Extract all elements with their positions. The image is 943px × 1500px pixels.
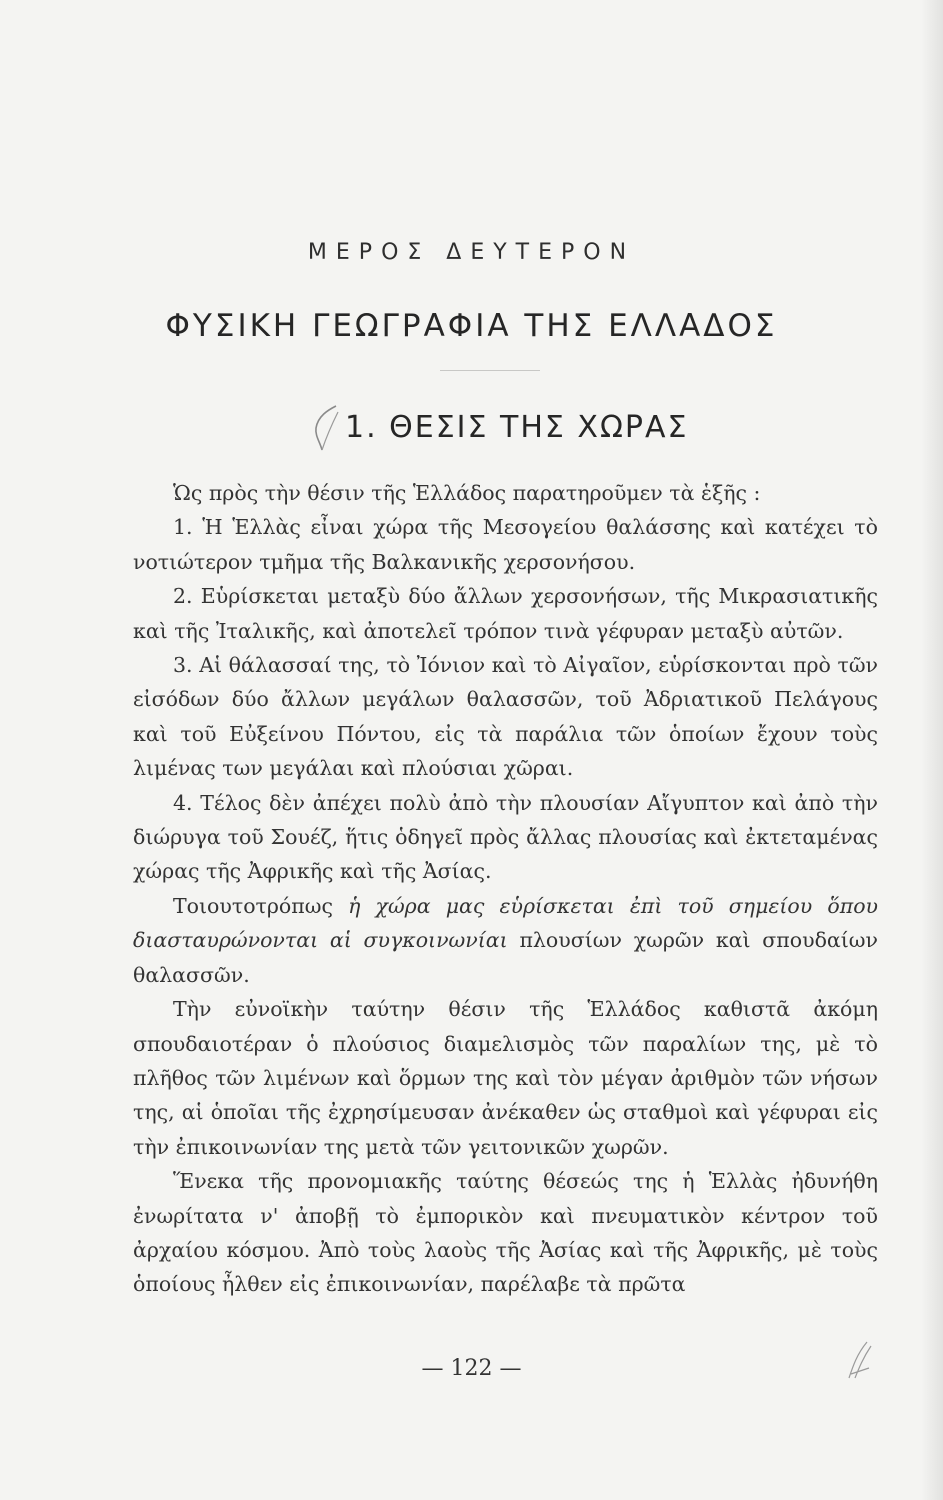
body-text xyxy=(133,476,878,1302)
page-gutter-shadow xyxy=(921,0,943,1500)
title-divider xyxy=(440,370,540,371)
paragraph-point-1: 1. Ἡ Ἑλλὰς εἶναι χώρα τῆς Μεσογείου θαλάσσης καὶ κατέχει τὸ νοτιώτερον τμῆμα τῆς Βαλκανικῆς χερσονήσου. xyxy=(133,515,878,574)
section-title: 1. ΘΕΣΙΣ ΤΗΣ ΧΩΡΑΣ xyxy=(345,410,689,445)
paragraph-point-2: 2. Εὑρίσκεται μεταξὺ δύο ἄλλων χερσονήσων, τῆς Μικρασιατικῆς καὶ τῆς Ἰταλικῆς, καὶ ἀποτελεῖ τρόπον τινὰ γέφυραν μεταξὺ αὐτῶν. xyxy=(133,584,878,643)
paragraph-point-4: 4. Τέλος δὲν ἀπέχει πολὺ ἀπὸ τὴν πλουσίαν Αἴγυπτον καὶ ἀπὸ τὴν διώρυγα τοῦ Σουέζ, ἥτις ὁδηγεῖ πρὸς ἄλλας πλουσίας καὶ ἐκτεταμένας χώρας τῆς Ἀφρικῆς καὶ τῆς Ἀσίας. xyxy=(133,790,878,884)
paragraph-intro: Ὡς πρὸς τὴν θέσιν τῆς Ἑλλάδος παρατηροῦμεν τὰ ἑξῆς : xyxy=(173,481,761,505)
main-title: ΦΥΣΙΚΗ ΓΕΩΓΡΑΦΙΑ ΤΗΣ ΕΛΛΑΔΟΣ xyxy=(165,308,778,344)
paragraph-position: Ἕνεκα τῆς προνομιακῆς ταύτης θέσεώς της ἡ Ἑλλὰς ἠδυνήθη ἐνωρίτατα ν' ἀποβῇ τὸ ἐμπορικὸν καὶ πνευματικὸν κέντρον τοῦ ἀρχαίου κόσμου. Ἀπὸ τοὺς λαοὺς τῆς Ἀσίας καὶ τῆς Ἀφρικῆς, μὲ τοὺς ὁποίους ἦλθεν εἰς ἐπικοινωνίαν, παρέλαβε τὰ πρῶτα xyxy=(133,1169,878,1297)
paragraph-coastline: Τὴν εὐνοϊκὴν ταύτην θέσιν τῆς Ἑλλάδος καθιστᾶ ἀκόμη σπουδαιοτέραν ὁ πλούσιος διαμελισμὸς τῶν παραλίων της, μὲ τὸ πλῆθος τῶν λιμένων καὶ ὅρμων της καὶ τὸν μέγαν ἀριθμὸν τῶν νήσων της, αἱ ὁποῖαι τῆς ἐχρησίμευσαν ἀνέκαθεν ὡς σταθμοὶ καὶ γέφυραι εἰς τὴν ἐπικοινωνίαν της μετὰ τῶν γειτονικῶν χωρῶν. xyxy=(133,997,878,1159)
paragraph-point-3: 3. Αἱ θάλασσαί της, τὸ Ἰόνιον καὶ τὸ Αἰγαῖον, εὑρίσκονται πρὸ τῶν εἰσόδων δύο ἄλλων μεγάλων θαλασσῶν, τοῦ Ἀδριατικοῦ Πελάγους καὶ τοῦ Εὐξείνου Πόντου, εἰς τὰ παράλια τῶν ὁποίων ἔχουν τοὺς λιμένας των μεγάλαι καὶ πλούσιαι χῶραι. xyxy=(133,653,878,781)
part-title: ΜΕΡΟΣ ΔΕΥΤΕΡΟΝ xyxy=(307,240,636,265)
page-number: — 122 — xyxy=(421,1356,522,1381)
conclusion-lead: Τοιουτοτρόπως xyxy=(173,893,333,918)
conclusion-emphasis: ἡ χώρα μας εὑρίσκεται ἐπὶ τοῦ σημείου ὅπου διασταυρώνονται αἱ συγκοινωνίαι xyxy=(133,893,878,953)
paragraph-conclusion xyxy=(133,889,878,992)
pencil-scribble-icon xyxy=(845,1338,875,1382)
conclusion-tail: πλουσίων χωρῶν καὶ σπουδαίων θαλασσῶν. xyxy=(133,928,878,987)
pencil-checkmark-icon xyxy=(308,402,344,452)
